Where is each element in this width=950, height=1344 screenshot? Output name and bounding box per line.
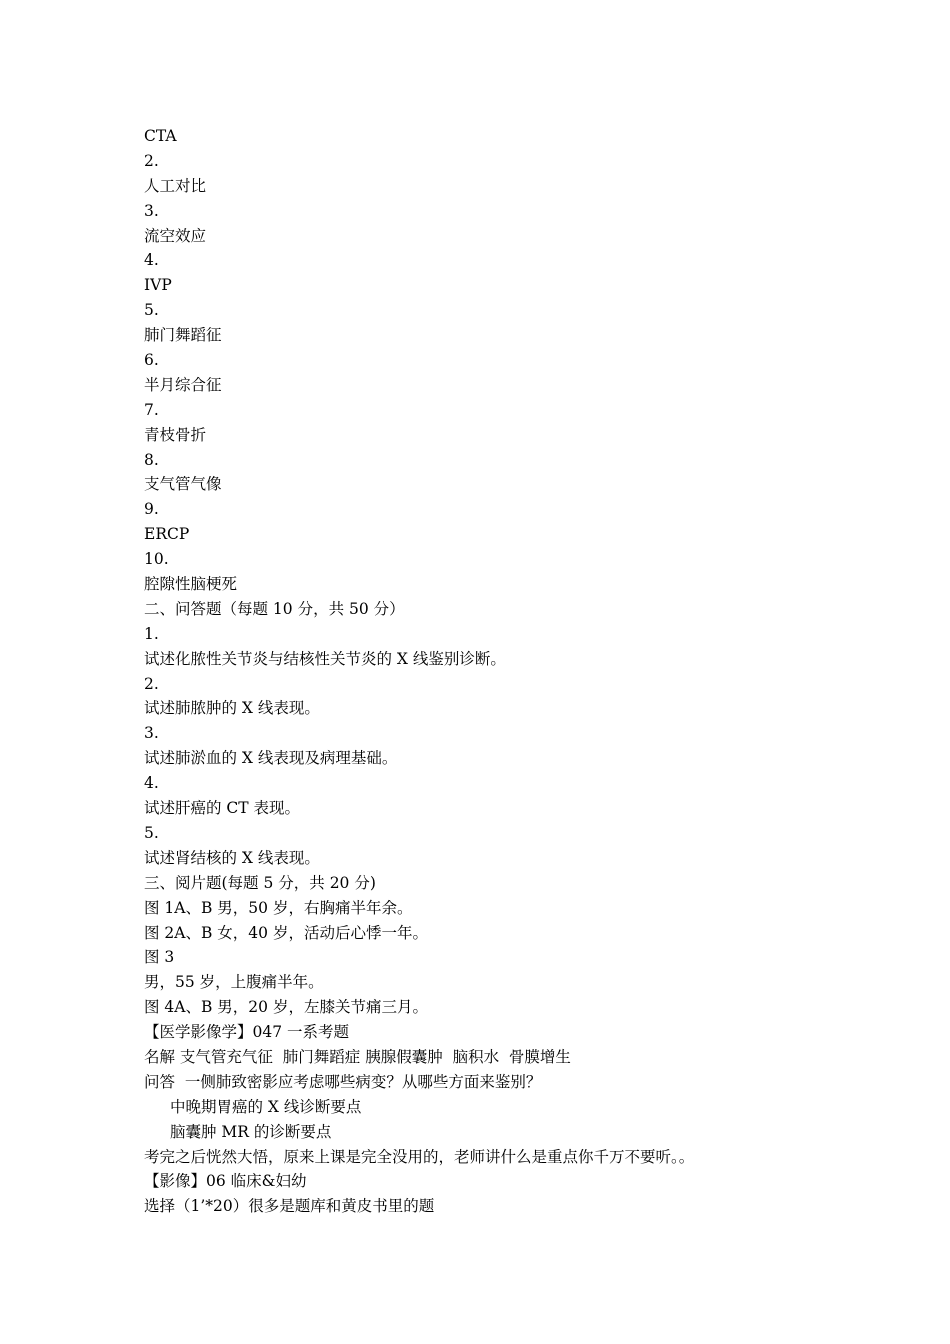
list-number: 5. bbox=[144, 301, 159, 320]
text-line: 图 2A、B 女，40 岁，活动后心悸一年。 bbox=[144, 923, 428, 942]
text-line: ERCP bbox=[144, 525, 190, 544]
text-line: 男，55 岁，上腹痛半年。 bbox=[144, 973, 324, 992]
section-heading: 【影像】06 临床&妇幼 bbox=[144, 1172, 307, 1191]
list-number: 5. bbox=[144, 823, 159, 842]
text-line: IVP bbox=[144, 276, 172, 295]
question-text: 试述化脓性关节炎与结核性关节炎的 X 线鉴别诊断。 bbox=[144, 649, 506, 668]
list-number: 1. bbox=[144, 624, 159, 643]
text-line: CTA bbox=[144, 127, 177, 145]
list-number: 4. bbox=[144, 251, 159, 270]
question-text: 试述肾结核的 X 线表现。 bbox=[144, 848, 320, 867]
list-number: 4. bbox=[144, 774, 159, 793]
text-line: 肺门舞蹈征 bbox=[144, 326, 222, 345]
list-number: 8. bbox=[144, 450, 159, 469]
section-heading: 三、阅片题(每题 5 分，共 20 分) bbox=[144, 873, 376, 892]
section-heading: 二、问答题（每题 10 分，共 50 分） bbox=[144, 599, 405, 618]
text-line: 人工对比 bbox=[144, 176, 207, 195]
text-line: 支气管气像 bbox=[144, 475, 222, 494]
list-number: 6. bbox=[144, 351, 159, 370]
list-number: 7. bbox=[144, 400, 159, 419]
section-heading: 【医学影像学】047 一系考题 bbox=[144, 1023, 350, 1042]
list-number: 3. bbox=[144, 201, 159, 220]
text-line: 腔隙性脑梗死 bbox=[144, 575, 238, 594]
text-line: 青枝骨折 bbox=[144, 425, 207, 444]
document-body bbox=[144, 124, 844, 1219]
text-line: 问答 一侧肺致密影应考虑哪些病变？从哪些方面来鉴别？ bbox=[144, 1072, 542, 1091]
question-text: 试述肺淤血的 X 线表现及病理基础。 bbox=[144, 749, 398, 768]
list-number: 2. bbox=[144, 674, 159, 693]
list-number: 2. bbox=[144, 151, 159, 170]
text-line: 图 1A、B 男，50 岁，右胸痛半年余。 bbox=[144, 898, 413, 917]
text-line: 图 4A、B 男，20 岁，左膝关节痛三月。 bbox=[144, 998, 428, 1017]
list-number: 9. bbox=[144, 500, 159, 519]
text-line: 图 3 bbox=[144, 948, 175, 967]
text-line: 名解 支气管充气征 肺门舞蹈症 胰腺假囊肿 脑积水 骨膜增生 bbox=[144, 1047, 571, 1066]
text-line: 半月综合征 bbox=[144, 375, 222, 394]
indented-line: 脑囊肿 MR 的诊断要点 bbox=[170, 1122, 332, 1141]
indented-line: 中晚期胃癌的 X 线诊断要点 bbox=[170, 1097, 362, 1116]
text-line: 流空效应 bbox=[144, 226, 207, 245]
text-line: 考完之后恍然大悟，原来上课是完全没用的，老师讲什么是重点你千万不要听。。 bbox=[144, 1147, 695, 1166]
list-number: 3. bbox=[144, 724, 159, 743]
list-number: 10. bbox=[144, 550, 169, 569]
question-text: 试述肝癌的 CT 表现。 bbox=[144, 799, 301, 818]
text-line: 选择（1’*20）很多是题库和黄皮书里的题 bbox=[144, 1197, 435, 1216]
question-text: 试述肺脓肿的 X 线表现。 bbox=[144, 699, 320, 718]
